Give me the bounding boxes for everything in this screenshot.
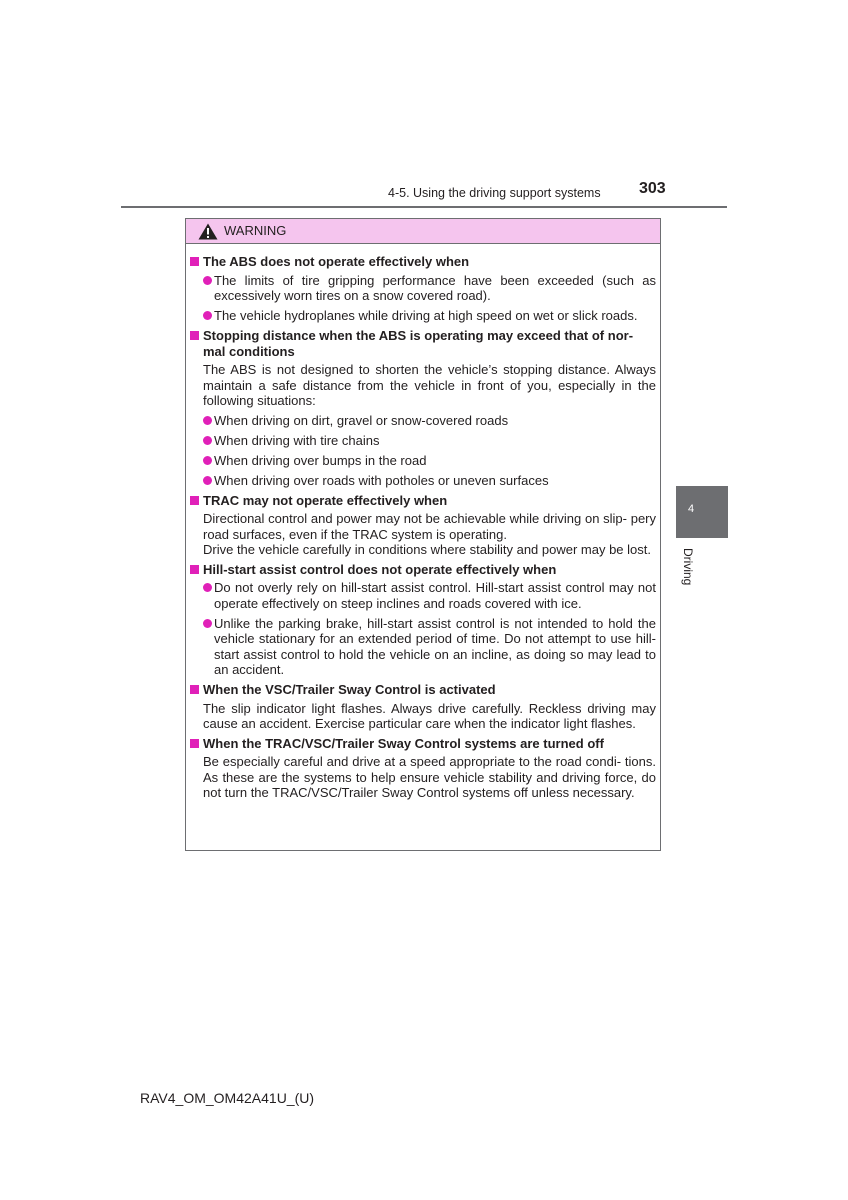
section-heading: The ABS does not operate effectively when (190, 254, 656, 270)
section-paragraph: Directional control and power may not be achievable while driving on slip- pery road surfaces, even if the TRAC system is operating. (203, 511, 656, 542)
chapter-tab-number: 4 (688, 503, 695, 515)
warning-section (190, 682, 656, 732)
section-heading: Hill-start assist control does not operate effectively when (190, 562, 656, 578)
list-item: The vehicle hydroplanes while driving at high speed on wet or slick roads. (190, 308, 656, 324)
bullet-dot-icon (203, 436, 212, 445)
section-heading: When the VSC/Trailer Sway Control is activated (190, 682, 656, 698)
section-heading: TRAC may not operate effectively when (190, 493, 656, 509)
section-paragraph: The ABS is not designed to shorten the vehicle’s stopping distance. Always maintain a safe distance from the vehicle in front of you, especially in the following situations: (203, 362, 656, 408)
section-square-icon (190, 331, 199, 340)
warning-section (190, 493, 656, 558)
list-item: Do not overly rely on hill-start assist control. Hill-start assist control may not operate effectively on steep inclines and roads covered with ice. (190, 580, 656, 611)
list-item: When driving over bumps in the road (190, 453, 656, 469)
warning-section (190, 254, 656, 324)
bullet-dot-icon (203, 311, 212, 320)
section-heading: When the TRAC/VSC/Trailer Sway Control systems are turned off (190, 736, 656, 752)
bullet-dot-icon (203, 476, 212, 485)
list-item: When driving on dirt, gravel or snow-covered roads (190, 413, 656, 429)
list-item: When driving over roads with potholes or uneven surfaces (190, 473, 656, 489)
warning-triangle-icon (198, 223, 218, 240)
warning-section (190, 328, 656, 488)
bullet-dot-icon (203, 276, 212, 285)
warning-header (186, 219, 660, 244)
warning-section (190, 736, 656, 801)
page-number: 303 (639, 180, 666, 197)
section-square-icon (190, 496, 199, 505)
section-square-icon (190, 739, 199, 748)
section-paragraph: Be especially careful and drive at a speed appropriate to the road condi- tions. As these are the systems to help ensure vehicle stability and driving force, do not turn the TRAC/VSC/Trailer Sway Control systems off unless necessary. (203, 754, 656, 800)
list-item: The limits of tire gripping performance have been exceeded (such as excessively worn tires on a snow covered road). (190, 273, 656, 304)
bullet-dot-icon (203, 583, 212, 592)
warning-section (190, 562, 656, 678)
bullet-dot-icon (203, 456, 212, 465)
warning-label: WARNING (224, 223, 287, 238)
section-square-icon (190, 565, 199, 574)
list-item: Unlike the parking brake, hill-start assist control is not intended to hold the vehicle stationary for an extended period of time. Do not attempt to use hill-start assist control to hold the vehicle on an incline, as doing so may lead to an accident. (190, 616, 656, 678)
chapter-tab[interactable] (676, 486, 728, 538)
running-header-title: 4-5. Using the driving support systems (388, 186, 601, 200)
document-code: RAV4_OM_OM42A41U_(U) (140, 1090, 315, 1106)
section-square-icon (190, 685, 199, 694)
bullet-dot-icon (203, 416, 212, 425)
section-paragraph: Drive the vehicle carefully in conditions where stability and power may be lost. (203, 542, 651, 557)
list-item: When driving with tire chains (190, 433, 656, 449)
section-square-icon (190, 257, 199, 266)
header-rule (121, 206, 727, 208)
warning-body (190, 254, 656, 805)
chapter-tab-label: Driving (681, 548, 695, 586)
bullet-dot-icon (203, 619, 212, 628)
section-heading: Stopping distance when the ABS is operating may exceed that of nor- mal conditions (190, 328, 656, 359)
section-paragraph: The slip indicator light flashes. Always drive carefully. Reckless driving may cause an accident. Exercise particular care when the indicator light flashes. (203, 700, 656, 731)
warning-box (185, 218, 661, 851)
